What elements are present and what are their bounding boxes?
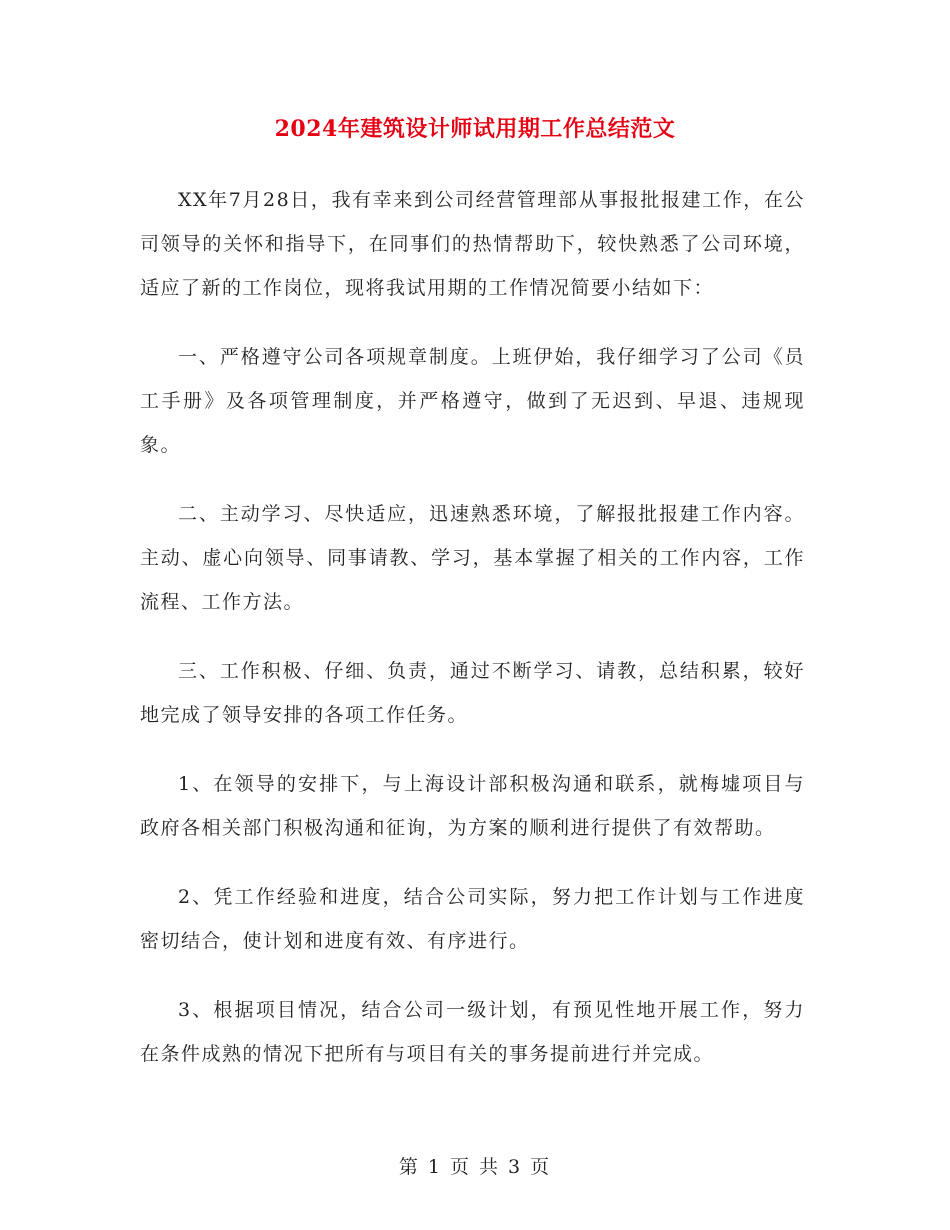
paragraph-section-3: 三、工作积极、仔细、负责，通过不断学习、请教，总结积累，较好地完成了领导安排的各项工作任务。 (140, 660, 805, 726)
paragraph-intro: XX年7月28日，我有幸来到公司经营管理部从事报批报建工作，在公司领导的关怀和指导下，在同事们的热情帮助下，较快熟悉了公司环境，适应了新的工作岗位，现将我试用期的工作情况简要小结如下： (140, 189, 805, 299)
document-body (140, 178, 805, 1101)
paragraph-item-3: 3、根据项目情况，结合公司一级计划，有预见性地开展工作，努力在条件成熟的情况下把所有与项目有关的事务提前进行并完成。 (140, 999, 805, 1065)
page-number-footer: 第 1 页 共 3 页 (398, 1156, 552, 1178)
paragraph-section-1: 一、严格遵守公司各项规章制度。上班伊始，我仔细学习了公司《员工手册》及各项管理制度，并严格遵守，做到了无迟到、早退、违规现象。 (140, 346, 805, 456)
document-title: 2024年建筑设计师试用期工作总结范文 (274, 116, 676, 142)
paragraph-section-2: 二、主动学习、尽快适应，迅速熟悉环境，了解报批报建工作内容。主动、虚心向领导、同事请教、学习，基本掌握了相关的工作内容，工作流程、工作方法。 (140, 503, 805, 613)
paragraph-item-1: 1、在领导的安排下，与上海设计部积极沟通和联系，就梅墟项目与政府各相关部门积极沟通和征询，为方案的顺利进行提供了有效帮助。 (140, 773, 805, 839)
paragraph-item-2: 2、凭工作经验和进度，结合公司实际，努力把工作计划与工作进度密切结合，使计划和进度有效、有序进行。 (140, 886, 805, 952)
